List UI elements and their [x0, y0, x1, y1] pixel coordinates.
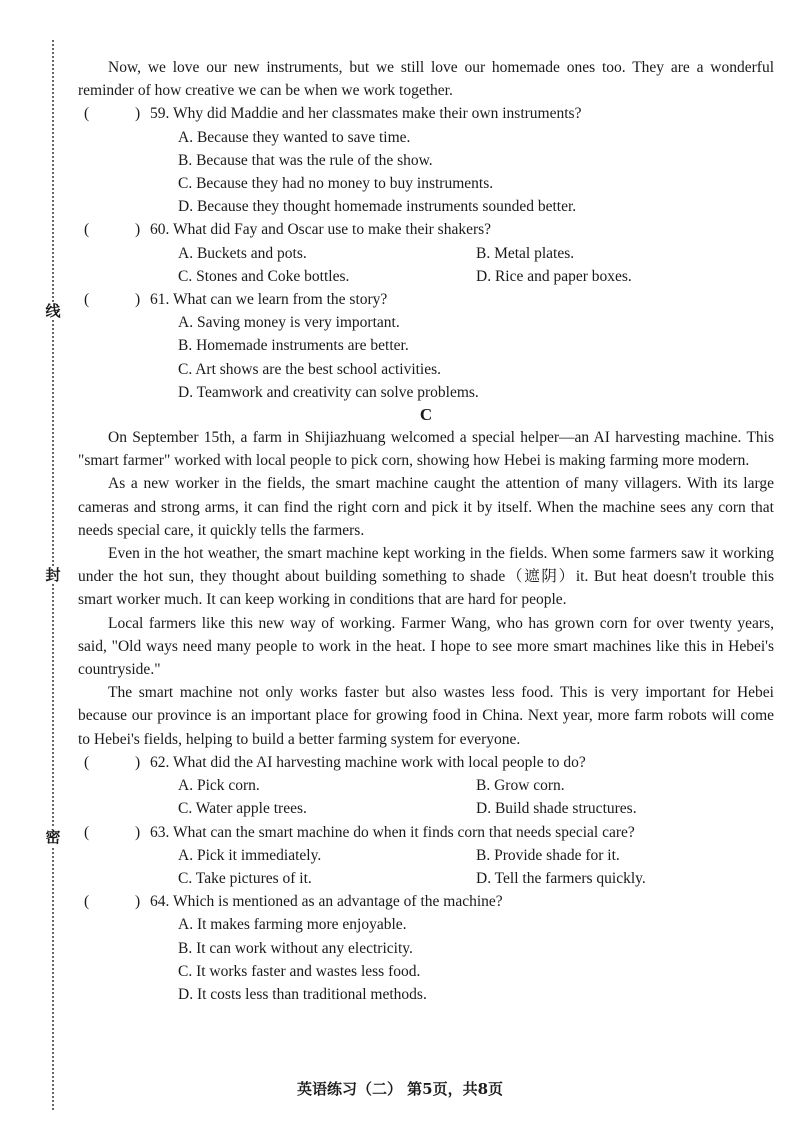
section-title: C — [419, 405, 433, 425]
margin-mark-seal: 封 — [42, 566, 64, 584]
option-d: D. Teamwork and creativity can solve problems. — [178, 383, 479, 401]
option-c: C. Because they had no money to buy instruments. — [178, 175, 494, 193]
question-64 — [78, 890, 774, 913]
passage-c-paragraph: As a new worker in the fields, the smart machine caught the attention of many villagers. With its large cameras and strong arms, it can find the right corn and pick it by itself. When the machine sees any corn that needs special care, it quickly tells the farmers. — [78, 475, 774, 539]
question-stem: 61. What can we learn from the story? — [150, 291, 388, 309]
option-a: A. Saving money is very important. — [178, 314, 400, 332]
passage-c-paragraph: Local farmers like this new way of working. Farmer Wang, who has grown corn for over twenty years, said, "Old ways need many people to work in the heat. I hope to see more smart machines like this in Hebei's countryside." — [78, 614, 774, 679]
option-b: B. Because that was the rule of the show. — [178, 151, 433, 169]
option-d: D. Rice and paper boxes. — [476, 267, 632, 285]
option-b: B. It can work without any electricity. — [178, 939, 413, 957]
option-a: A. Pick corn. — [178, 777, 260, 795]
option-b: B. Metal plates. — [476, 244, 575, 262]
question-60 — [78, 218, 774, 241]
option-a: A. Because they wanted to save time. — [178, 128, 411, 146]
answer-blank[interactable]: ( ) — [84, 753, 141, 771]
options-62 — [178, 774, 774, 820]
question-stem: 62. What did the AI harvesting machine work with local people to do? — [150, 753, 586, 771]
passage-c-paragraph: The smart machine not only works faster but also wastes less food. This is very important for Hebei because our province is an important place for growing food in China. Next year, more farm robots will come to Hebei's fields, helping to build a better farming system for everyone. — [78, 684, 774, 748]
options-61 — [178, 311, 774, 404]
question-stem: 59. Why did Maddie and her classmates make their own instruments? — [150, 105, 582, 123]
option-d: D. Build shade structures. — [476, 800, 637, 818]
margin-mark-line: 线 — [42, 302, 64, 320]
answer-blank[interactable]: ( ) — [84, 221, 141, 239]
question-61 — [78, 288, 774, 311]
passage-c-paragraph: Even in the hot weather, the smart machine kept working in the fields. When some farmers saw it working under the hot sun, they thought about building something to shade（遮阴）it. But heat doesn't trouble this smart worker much. It can keep working in conditions that are hard for people. — [78, 545, 774, 609]
options-60 — [178, 242, 774, 288]
question-stem: 64. Which is mentioned as an advantage of the machine? — [150, 893, 503, 911]
option-b: B. Homemade instruments are better. — [178, 337, 409, 355]
option-d: D. Because they thought homemade instruments sounded better. — [178, 198, 577, 216]
passage-b-final-paragraph: Now, we love our new instruments, but we still love our homemade ones too. They are a wonderful reminder of how creative we can be when we work together. — [78, 59, 774, 100]
options-63 — [178, 844, 774, 890]
passage-c-paragraph: On September 15th, a farm in Shijiazhuang welcomed a special helper—an AI harvesting machine. This "smart farmer" worked with local people to pick corn, showing how Hebei is making farming more modern. — [78, 429, 774, 470]
option-a: A. Pick it immediately. — [178, 846, 322, 864]
question-stem: 63. What can the smart machine do when it finds corn that needs special care? — [150, 823, 635, 841]
question-63 — [78, 821, 774, 844]
option-b: B. Grow corn. — [476, 777, 565, 795]
option-b: B. Provide shade for it. — [476, 846, 620, 864]
answer-blank[interactable]: ( ) — [84, 291, 141, 309]
question-59 — [78, 102, 774, 125]
question-stem: 60. What did Fay and Oscar use to make their shakers? — [150, 221, 492, 239]
margin-mark-secret: 密 — [42, 828, 64, 846]
answer-blank[interactable]: ( ) — [84, 823, 141, 841]
question-62 — [78, 751, 774, 774]
answer-blank[interactable]: ( ) — [84, 893, 141, 911]
option-c: C. Art shows are the best school activities. — [178, 360, 442, 378]
answer-blank[interactable]: ( ) — [84, 105, 141, 123]
option-d: D. It costs less than traditional methods. — [178, 985, 427, 1003]
option-a: A. Buckets and pots. — [178, 244, 307, 262]
option-d: D. Tell the farmers quickly. — [476, 869, 646, 887]
options-59 — [178, 126, 774, 219]
option-a: A. It makes farming more enjoyable. — [178, 916, 407, 934]
option-c: C. Water apple trees. — [178, 800, 307, 818]
page-content — [78, 56, 774, 1006]
option-c: C. Stones and Coke bottles. — [178, 267, 350, 285]
option-c: C. It works faster and wastes less food. — [178, 962, 421, 980]
page-footer: 英语练习（二） 第5页，共8页 — [296, 1080, 504, 1098]
options-64 — [178, 913, 774, 1006]
option-c: C. Take pictures of it. — [178, 869, 312, 887]
